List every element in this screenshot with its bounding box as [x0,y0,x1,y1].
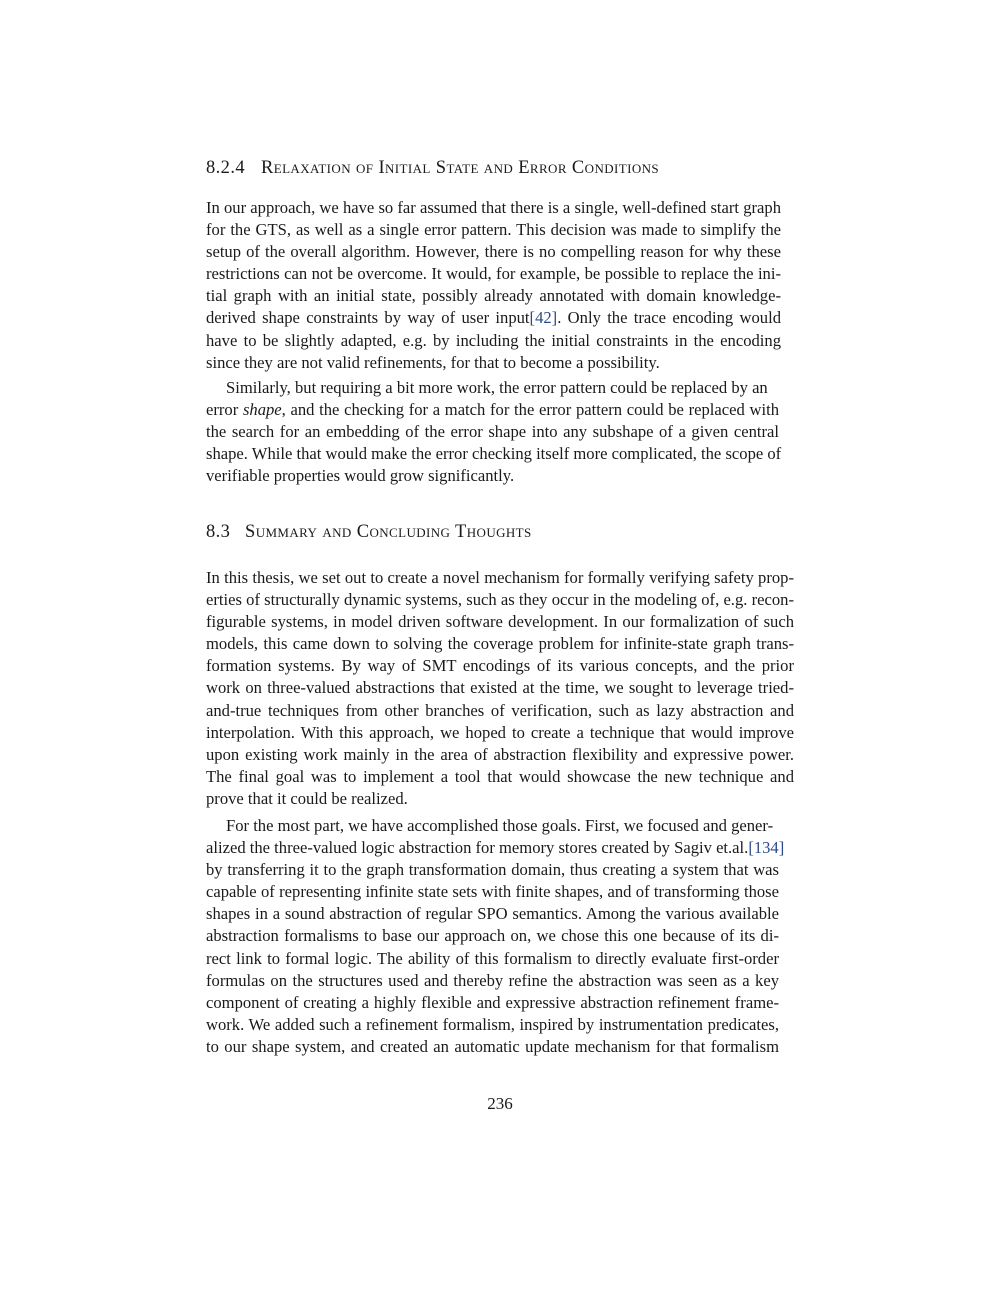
text-line: by transferring it to the graph transformation domain, thus creating a system that was [206,860,779,880]
emphasis-text: shape [242,400,282,420]
text-line: figurable systems, in model driven software development. In our formalization of such [206,612,794,632]
text-line: For the most part, we have accomplished those goals. First, we focused and gener- [226,816,774,835]
text-line: upon existing work mainly in the area of abstraction flexibility and expressive power. [206,744,794,764]
text-line: formation systems. By way of SMT encodings of its various concepts, and the prior [206,656,794,676]
text-line: Similarly, but requiring a bit more work, the error pattern could be replaced by an [226,378,768,397]
text-fragment: derived shape constraints by way of user input [206,308,530,328]
text-line: the search for an embedding of the error shape into any subshape of a given central [206,422,779,442]
text-line: for the GTS, as well as a single error pattern. This decision was made to simplify the [206,220,781,240]
text-fragment: , and the checking for a match for the error pattern could be replaced with [281,400,779,420]
text-line: work. We added such a refinement formalism, inspired by instrumentation predicates, [206,1014,779,1034]
section-number: 8.3 [206,522,231,542]
text-fragment: error [206,400,243,420]
paragraph-error-shape [206,377,782,487]
text-line: verifiable properties would grow significantly. [206,466,515,486]
text-line [206,837,785,859]
text-line: shape. While that would make the error checking itself more complicated, the scope of [206,444,782,464]
text-line: component of creating a highly flexible and expressive abstraction refinement frame- [206,992,779,1012]
text-fragment: . Only the trace encoding would [557,308,781,328]
text-line: models, this came down to solving the coverage problem for infinite-state graph trans- [206,634,794,654]
text-line: capable of representing infinite state sets with finite shapes, and of transforming those [206,882,779,902]
text-line: have to be slightly adapted, e.g. by including the initial constraints in the encoding [206,330,781,350]
text-line: shapes in a sound abstraction of regular SPO semantics. Among the various available [206,904,779,924]
text-line: setup of the overall algorithm. However, there is no compelling reason for why these [206,242,781,262]
text-line: In this thesis, we set out to create a novel mechanism for formally verifying safety prop- [206,568,794,587]
text-line: restrictions can not be overcome. It would, for example, be possible to replace the ini- [206,264,781,284]
page-number: 236 [487,1094,513,1113]
text-line: In our approach, we have so far assumed that there is a single, well-defined start graph [206,198,781,217]
text-line [206,399,779,421]
text-line: formulas on the structures used and thereby refine the abstraction was seen as a key [206,970,779,990]
text-line: and-true techniques from other branches of verification, such as lazy abstraction and [206,700,794,720]
text-line: interpolation. With this approach, we hoped to create a technique that would improve [206,722,794,742]
section-heading-8-3 [206,522,532,543]
paragraph-thesis-summary [206,567,794,810]
text-line: erties of structurally dynamic systems, such as they occur in the modeling of, e.g. recon- [206,590,794,610]
text-line: work on three-valued abstractions that existed at the time, we sought to leverage tried- [206,678,794,698]
text-line: to our shape system, and created an automatic update mechanism for that formalism [206,1036,779,1056]
text-line: rect link to formal logic. The ability of this formalism to directly evaluate first-order [206,948,779,968]
text-line: abstraction formalisms to base our approach on, we chose this one because of its di- [206,926,779,946]
text-line [206,307,781,329]
text-line: The final goal was to implement a tool that would showcase the new technique and [206,766,794,786]
citation-link[interactable]: [42] [529,308,558,328]
text-fragment: alized the three-valued logic abstraction for memory stores created by Sagiv et.al. [206,838,749,858]
section-title: Summary and Concluding Thoughts [245,522,532,542]
section-title: Relaxation of Initial State and Error Conditions [261,158,660,178]
paragraph-accomplishments [206,815,785,1058]
section-heading-8-2-4 [206,158,659,179]
text-line: prove that it could be realized. [206,788,408,808]
text-line: since they are not valid refinements, for that to become a possibility. [206,352,660,372]
citation-link[interactable]: [134] [748,838,785,858]
text-line: tial graph with an initial state, possibly already annotated with domain knowledge- [206,286,781,306]
paragraph-initial-state [206,197,781,374]
section-number: 8.2.4 [206,158,245,178]
